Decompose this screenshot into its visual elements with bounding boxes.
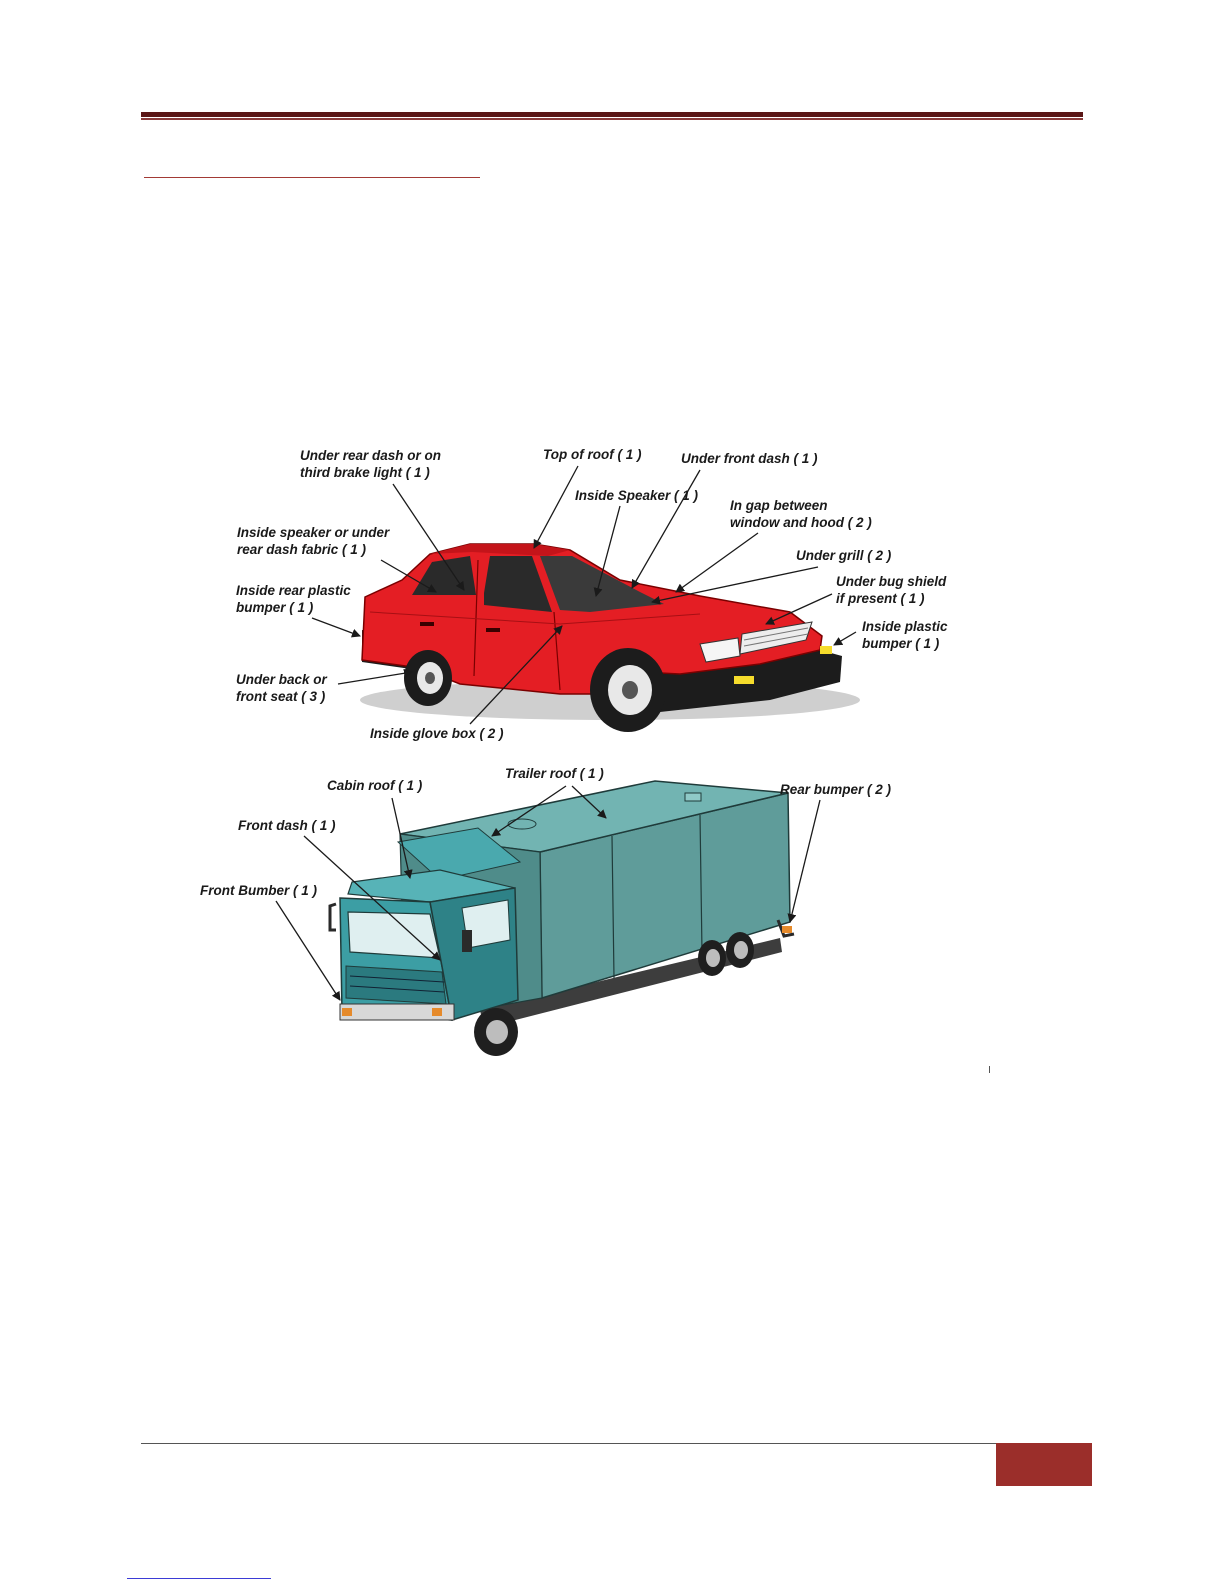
callout-line: Inside Speaker ( 1 ) (575, 488, 699, 503)
callout-line: Under grill ( 2 ) (796, 548, 892, 563)
callout-line: third brake light ( 1 ) (300, 465, 430, 480)
car-rear-wheel (404, 650, 452, 706)
callout-line: Front Bumber ( 1 ) (200, 883, 317, 898)
callout-gap-window-hood (730, 498, 872, 530)
callout-front-dash (238, 818, 336, 833)
leader-arrow (652, 567, 818, 602)
callout-line: bumper ( 1 ) (236, 600, 314, 615)
car-indicator-right (734, 676, 754, 684)
leader-arrow (534, 466, 578, 548)
truck-illustration (330, 781, 794, 1056)
leader-arrow (790, 800, 820, 922)
cab-grille (346, 966, 446, 1004)
cab-headlight-right (432, 1008, 442, 1016)
car-door-handle-front (486, 628, 500, 632)
truck-rear-wheel-2 (726, 932, 754, 968)
callout-line: window and hood ( 2 ) (730, 515, 872, 530)
callout-under-bug-shield (836, 574, 950, 606)
callout-under-back-front-seat (236, 672, 331, 704)
callout-line: Under front dash ( 1 ) (681, 451, 818, 466)
callout-inside-speaker-rear-dash (237, 525, 393, 557)
cab-headlight-left (342, 1008, 352, 1016)
callout-inside-speaker (575, 488, 699, 503)
callout-line: Top of roof ( 1 ) (543, 447, 642, 462)
callout-under-rear-dash (300, 448, 445, 480)
callout-line: Cabin roof ( 1 ) (327, 778, 423, 793)
callout-line: Inside plastic (862, 619, 948, 634)
truck-rear-wheel-1 (698, 940, 726, 976)
callout-line: front seat ( 3 ) (236, 689, 326, 704)
callout-line: Rear bumper ( 2 ) (780, 782, 892, 797)
footer-rule (141, 1443, 1086, 1444)
callout-line: Inside speaker or under (237, 525, 390, 540)
car-indicator-left (820, 646, 832, 654)
callout-front-bumber (200, 883, 318, 898)
leader-arrow (676, 533, 758, 592)
callout-inside-plastic-bumper (862, 619, 951, 651)
car-front-wheel (590, 648, 666, 732)
callout-line: Under rear dash or on (300, 448, 442, 463)
footer-link-underline[interactable] (127, 1578, 271, 1579)
car-illustration (360, 544, 860, 732)
callout-line: Front dash ( 1 ) (238, 818, 336, 833)
callout-line: In gap between (730, 498, 828, 513)
callout-rear-bumper (780, 782, 892, 797)
cab-mirror-left (330, 904, 336, 930)
cab-mirror-right (462, 930, 472, 952)
callout-line: Trailer roof ( 1 ) (505, 766, 604, 781)
trailer-roof-vent-2 (685, 793, 701, 801)
leader-arrow (312, 618, 360, 636)
callout-line: Inside rear plastic (236, 583, 351, 598)
callout-cabin-roof (327, 778, 423, 793)
leader-arrow (338, 672, 412, 684)
callout-line: Under bug shield (836, 574, 947, 589)
callout-inside-glove-box (370, 726, 504, 741)
callout-under-grill (796, 548, 892, 563)
car-door-handle-rear (420, 622, 434, 626)
callout-line: Inside glove box ( 2 ) (370, 726, 504, 741)
callout-under-front-dash (681, 451, 818, 466)
stray-mark (989, 1066, 990, 1073)
trailer-rear-light (782, 926, 792, 933)
truck-front-wheel (474, 1008, 518, 1056)
callout-top-of-roof (543, 447, 642, 462)
leader-arrow (834, 632, 856, 645)
page-number-badge (996, 1443, 1092, 1486)
callout-inside-rear-plastic-bumper (236, 583, 355, 615)
callout-line: bumper ( 1 ) (862, 636, 940, 651)
callout-trailer-roof (505, 766, 604, 781)
callout-line: rear dash fabric ( 1 ) (237, 542, 367, 557)
callout-line: if present ( 1 ) (836, 591, 925, 606)
callout-line: Under back or (236, 672, 327, 687)
